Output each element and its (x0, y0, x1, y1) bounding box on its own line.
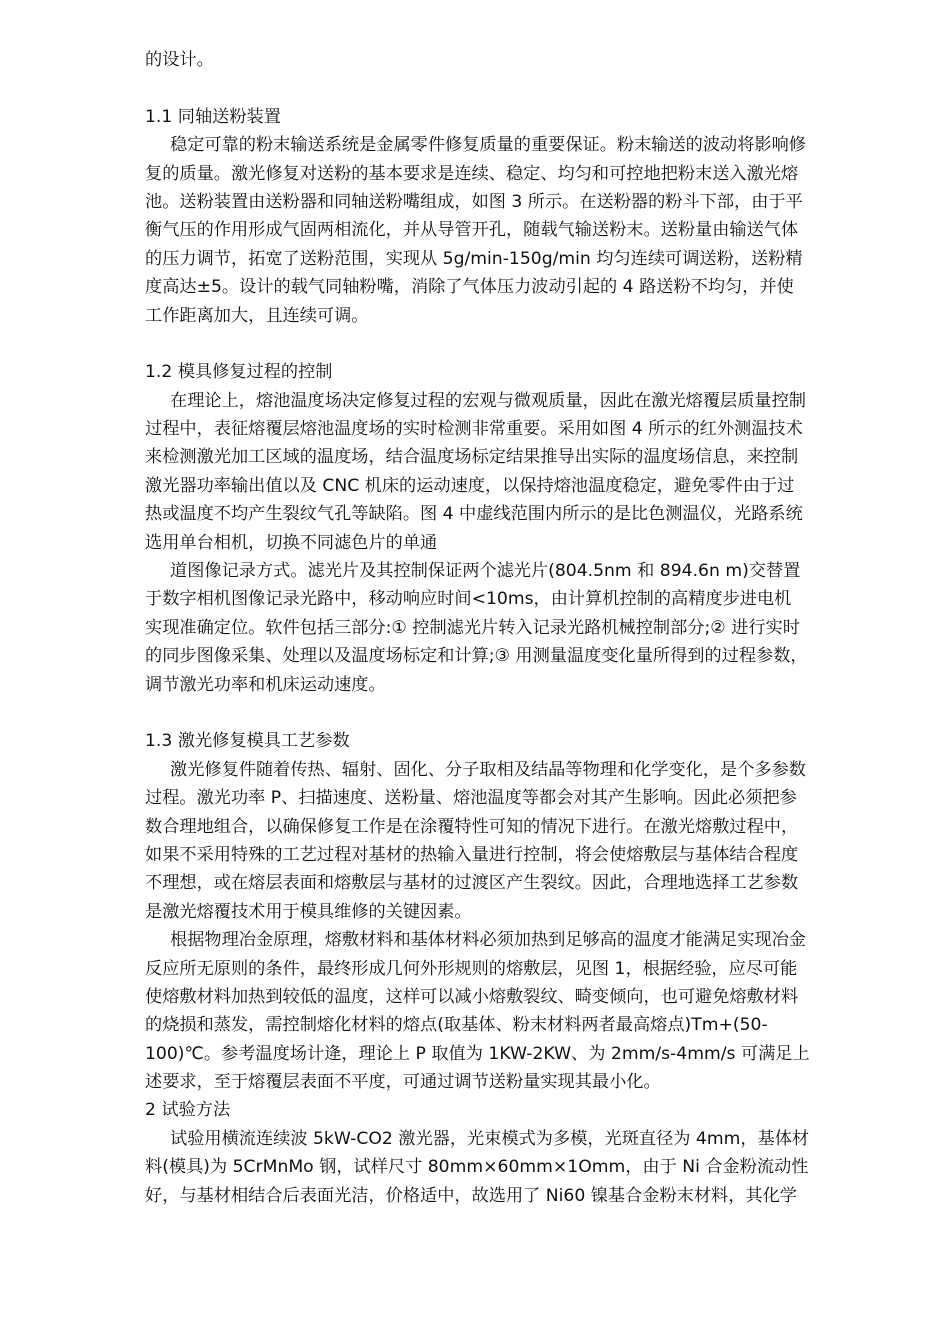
section-heading: 1.1 同轴送粉装置 (145, 106, 281, 127)
paragraph-line: 衡气压的作用形成气固两相流化，并从导管开孔，随载气输送粉末。送粉量由输送气体 (145, 220, 799, 241)
document-page (145, 46, 880, 1210)
section-heading: 1.3 激光修复模具工艺参数 (145, 731, 350, 752)
paragraph-line: 如果不采用特殊的工艺过程对基材的热输入量进行控制，将会使熔敷层与基体结合程度 (145, 844, 799, 865)
spacer (145, 699, 880, 727)
paragraph-line: 稳定可靠的粉末输送系统是金属零件修复质量的重要保证。粉末输送的波动将影响修 (170, 135, 806, 156)
paragraph-line: 池。送粉装置由送粉器和同轴送粉嘴组成，如图 3 所示。在送粉器的粉斗下部，由于平 (145, 191, 803, 212)
paragraph (145, 557, 880, 699)
paragraph-line: 选用单台相机，切换不同滤色片的单通 (145, 532, 438, 553)
paragraph-line: 热或温度不均产生裂纹气孔等缺陷。图 4 中虚线范围内所示的是比色测温仪，光路系统 (145, 504, 803, 525)
paragraph-line: 在理论上，熔池温度场决定修复过程的宏观与微观质量，因此在激光熔覆层质量控制 (170, 390, 806, 411)
paragraph (145, 131, 880, 330)
paragraph-line: 述要求，至于熔覆层表面不平度，可通过调节送粉量实现其最小化。 (145, 1072, 661, 1093)
paragraph-line: 100)℃。参考温度场计逄，理论上 P 取值为 1KW-2KW、为 2mm/s-4mm/s 可满足上 (145, 1043, 810, 1064)
paragraph-line: 度高达±5。设计的载气同轴粉嘴，消除了气体压力波动引起的 4 路送粉不均匀，并使 (145, 277, 794, 298)
paragraph (145, 1125, 880, 1210)
section-heading: 1.2 模具修复过程的控制 (145, 362, 333, 383)
paragraph-line: 使熔敷材料加热到较低的温度，这样可以减小熔敷裂纹、畸变倾向，也可避免熔敷材料 (145, 986, 799, 1007)
paragraph-line: 工作距离加大，且连续可调。 (145, 305, 369, 326)
paragraph (145, 926, 880, 1096)
paragraph-line: 复的质量。激光修复对送粉的基本要求是连续、稳定、均匀和可控地把粉末送入激光熔 (145, 163, 799, 184)
section-1-2 (145, 358, 880, 699)
paragraph-line: 调节激光功率和机床运动速度。 (145, 674, 386, 695)
paragraph-line: 激光修复件随着传热、辐射、固化、分子取相及结晶等物理和化学变化，是个多参数 (170, 759, 806, 780)
spacer (145, 74, 880, 102)
paragraph-line: 不理想，或在熔层表面和熔敷层与基材的过渡区产生裂纹。因此，合理地选择工艺参数 (145, 873, 799, 894)
paragraph-line: 于数字相机图像记录光路中，移动响应时间<10ms，由计算机控制的高精度步进电机 (145, 589, 792, 610)
paragraph-line: 道图像记录方式。滤光片及其控制保证两个滤光片(804.5nm 和 894.6n m)交替置 (170, 561, 801, 582)
paragraph-line: 数合理地组合，以确保修复工作是在涂覆特性可知的情况下进行。在激光熔敷过程中， (145, 816, 799, 837)
paragraph (145, 756, 880, 926)
section-1-3 (145, 727, 880, 1096)
paragraph-line: 实现准确定位。软件包括三部分:① 控制滤光片转入记录光路机械控制部分;② 进行实时 (145, 617, 800, 638)
paragraph-line: 料(模具)为 5CrMnMo 钢，试样尺寸 80mm×60mm×1Omm，由于 Ni 合金粉流动性 (145, 1157, 809, 1178)
paragraph-line: 是激光熔覆技术用于模具维修的关键因素。 (145, 901, 472, 922)
continuation-text: 的设计。 (145, 50, 214, 70)
paragraph-line: 试验用横流连续波 5kW-CO2 激光器，光束模式为多模，光斑直径为 4mm，基体材 (170, 1128, 810, 1149)
paragraph-line: 过程中，表征熔覆层熔池温度场的实时检测非常重要。采用如图 4 所示的红外测温技术 (145, 419, 803, 440)
paragraph-line: 过程。激光功率 P、扫描速度、送粉量、熔池温度等都会对其产生影响。因此必须把参 (145, 788, 797, 809)
paragraph-line: 的压力调节，拓宽了送粉范围，实现从 5g/min-150g/min 均匀连续可调送粉，送粉精 (145, 248, 803, 269)
paragraph-line: 好，与基材相结合后表面光洁，价格适中，故选用了 Ni60 镍基合金粉末材料，其化学 (145, 1185, 797, 1206)
paragraph-line: 来检测激光加工区域的温度场，结合温度场标定结果推导出实际的温度场信息，来控制 (145, 447, 799, 468)
paragraph-line: 根据物理冶金原理，熔敷材料和基体材料必须加热到足够高的温度才能满足实现冶金 (170, 930, 806, 951)
paragraph-line: 反应所无原则的条件，最终形成几何外形规则的熔敷层，见图 1，根据经验，应尽可能 (145, 958, 798, 979)
paragraph-line: 的烧损和蒸发，需控制熔化材料的熔点(取基体、粉末材料两者最高熔点)Tm+(50- (145, 1015, 768, 1036)
paragraph (145, 387, 880, 557)
section-2 (145, 1096, 880, 1210)
paragraph-line: 激光器功率输出值以及 CNC 机床的运动速度，以保持熔池温度稳定，避免零件由于过 (145, 475, 795, 496)
paragraph-line: 的同步图像采集、处理以及温度场标定和计算;③ 用测量温度变化量所得到的过程参数， (145, 646, 808, 667)
spacer (145, 330, 880, 358)
section-heading: 2 试验方法 (145, 1100, 231, 1121)
section-1-1 (145, 103, 880, 330)
